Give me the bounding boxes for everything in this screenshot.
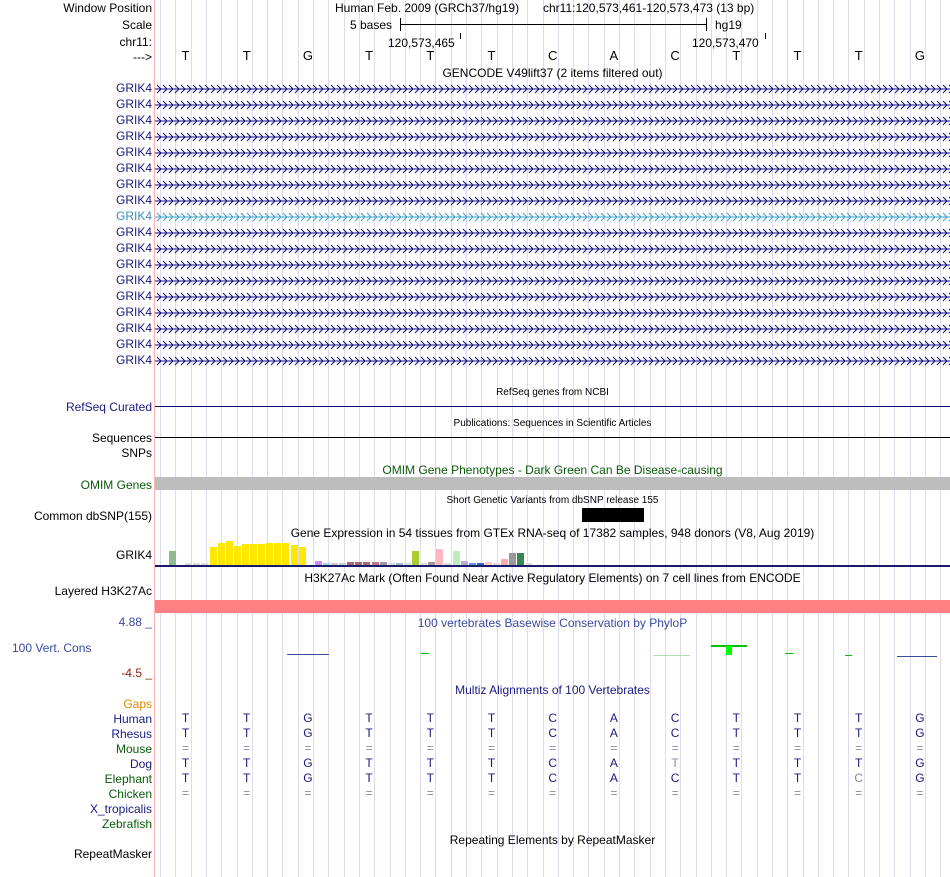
aligned-base: T <box>365 771 373 785</box>
reference-base: T <box>181 48 190 63</box>
gene-row-label[interactable]: GRIK4 <box>115 273 152 287</box>
gtex-tissue-bar[interactable] <box>218 543 225 565</box>
gtex-tissue-bar[interactable] <box>436 549 443 565</box>
transcript-line[interactable] <box>155 275 950 285</box>
gene-row-label[interactable]: GRIK4 <box>115 129 152 143</box>
gaps-label: Gaps <box>123 697 152 711</box>
gene-row-label[interactable]: GRIK4 <box>115 97 152 111</box>
aligned-base: T <box>793 711 802 725</box>
h3k27ac-track-title: H3K27Ac Mark (Often Found Near Active Regulatory Elements) on 7 cell lines from ENCODE <box>304 571 801 585</box>
aligned-base: T <box>365 711 373 725</box>
aligned-base: = <box>793 741 801 755</box>
gtex-tissue-bar[interactable] <box>210 547 217 565</box>
gtex-tissue-bar[interactable] <box>274 543 281 565</box>
aligned-base: T <box>732 756 740 770</box>
transcript-line[interactable] <box>155 355 950 365</box>
gtex-tissue-bar[interactable] <box>453 551 460 565</box>
transcript-line[interactable] <box>155 83 950 93</box>
h3k27ac-track-label[interactable]: Layered H3K27Ac <box>54 584 152 598</box>
dbsnp-track-label[interactable]: Common dbSNP(155) <box>33 509 152 523</box>
aligned-base: = <box>916 741 924 755</box>
gtex-track-label[interactable]: GRIK4 <box>115 548 152 562</box>
aligned-base: = <box>487 786 495 800</box>
gene-row-label[interactable]: GRIK4 <box>115 321 152 335</box>
phylop-score-mark <box>421 653 429 654</box>
aligned-base: = <box>916 786 924 800</box>
sequences-track-label[interactable]: Sequences <box>91 431 152 445</box>
reference-base: G <box>302 48 313 63</box>
scale-bar-label: 5 bases <box>350 18 393 32</box>
aligned-base: T <box>855 711 863 725</box>
refseq-track-title: RefSeq genes from NCBI <box>496 387 609 398</box>
omim-track-label[interactable]: OMIM Genes <box>80 478 152 492</box>
gtex-baseline <box>155 565 950 567</box>
repeatmasker-track-title: Repeating Elements by RepeatMasker <box>449 833 656 847</box>
aligned-base: T <box>855 726 863 740</box>
aligned-base: T <box>793 756 802 770</box>
gtex-tissue-bar[interactable] <box>226 541 233 565</box>
aligned-base: T <box>181 771 190 785</box>
species-label[interactable]: Rhesus <box>111 727 152 741</box>
gtex-tissue-bar[interactable] <box>299 547 306 565</box>
aligned-base: T <box>243 726 251 740</box>
coordinate-tick-2: 120,573,470 <box>692 36 759 50</box>
aligned-base: = <box>243 741 251 755</box>
omim-track-title: OMIM Gene Phenotypes - Dark Green Can Be Disease-causing <box>382 463 723 477</box>
aligned-base: A <box>609 771 618 785</box>
reference-base: T <box>487 48 496 63</box>
aligned-base: = <box>855 786 863 800</box>
aligned-base: C <box>854 771 864 785</box>
aligned-base: G <box>303 756 313 770</box>
reference-base: G <box>914 48 925 63</box>
multiz-track-title: Multiz Alignments of 100 Vertebrates <box>455 683 650 697</box>
aligned-base: = <box>671 741 679 755</box>
aligned-base: A <box>609 711 618 725</box>
gtex-tissue-bar[interactable] <box>517 553 524 565</box>
aligned-base: = <box>855 741 863 755</box>
assembly-name: Human Feb. 2009 (GRCh37/hg19) <box>335 1 520 15</box>
aligned-base: = <box>181 741 189 755</box>
reference-base: C <box>670 48 680 63</box>
gtex-tissue-bar[interactable] <box>412 551 419 565</box>
aligned-base: = <box>181 786 189 800</box>
window-position-label: Window Position <box>63 1 152 15</box>
dbsnp-variant-block[interactable] <box>582 508 644 522</box>
aligned-base: T <box>243 771 251 785</box>
aligned-base: = <box>793 786 801 800</box>
transcript-line[interactable] <box>155 307 950 317</box>
aligned-base: = <box>610 741 618 755</box>
aligned-base: T <box>365 756 373 770</box>
species-label[interactable]: Zebrafish <box>101 817 152 831</box>
aligned-base: G <box>915 756 925 770</box>
gene-row-label[interactable]: GRIK4 <box>115 241 152 255</box>
gene-row-label[interactable]: GRIK4 <box>115 289 152 303</box>
aligned-base: T <box>732 771 740 785</box>
transcript-line[interactable] <box>155 227 950 237</box>
reference-base: T <box>426 48 435 63</box>
aligned-base: T <box>243 756 251 770</box>
gtex-tissue-bar[interactable] <box>509 553 516 565</box>
aligned-base: T <box>181 756 190 770</box>
transcript-line[interactable] <box>155 259 950 269</box>
publications-line[interactable] <box>155 437 950 438</box>
aligned-base: = <box>487 741 495 755</box>
reference-base: A <box>609 48 619 63</box>
gtex-tissue-bar[interactable] <box>169 551 176 565</box>
aligned-base: C <box>670 726 680 740</box>
gene-row-label[interactable]: GRIK4 <box>115 81 152 95</box>
aligned-base: T <box>426 711 434 725</box>
species-label[interactable]: Mouse <box>115 742 152 756</box>
aligned-base: T <box>732 711 740 725</box>
transcript-line[interactable] <box>155 195 950 205</box>
transcript-line[interactable] <box>155 291 950 301</box>
h3k27ac-signal[interactable] <box>155 600 950 613</box>
aligned-base: T <box>426 756 434 770</box>
aligned-base: = <box>732 786 740 800</box>
aligned-base: = <box>426 741 434 755</box>
conservation-max-label: 4.88 _ <box>118 615 152 629</box>
aligned-base: = <box>304 741 312 755</box>
transcript-line[interactable] <box>155 131 950 141</box>
gene-row-label[interactable]: GRIK4 <box>115 337 152 351</box>
aligned-base: = <box>549 786 557 800</box>
aligned-base: G <box>303 771 313 785</box>
gtex-tissue-bar[interactable] <box>291 545 298 565</box>
aligned-base: = <box>610 786 618 800</box>
aligned-base: = <box>243 786 251 800</box>
track-label-panel <box>0 0 154 877</box>
gene-row-label[interactable]: GRIK4 <box>115 177 152 191</box>
db-label: hg19 <box>715 18 742 32</box>
gene-row-label[interactable]: GRIK4 <box>115 209 152 223</box>
aligned-base: T <box>487 771 496 785</box>
gene-row-label[interactable]: GRIK4 <box>115 257 152 271</box>
aligned-base: A <box>609 756 618 770</box>
track-image[interactable] <box>155 0 950 877</box>
strand-label: ---> <box>133 50 152 64</box>
aligned-base: T <box>671 756 679 770</box>
transcript-line[interactable] <box>155 323 950 333</box>
gtex-tissue-bar[interactable] <box>234 546 241 565</box>
gtex-track-title: Gene Expression in 54 tissues from GTEx RNA-seq of 17382 samples, 948 donors (V8, Aug 2019) <box>290 526 815 540</box>
phylop-score-mark <box>287 654 329 655</box>
refseq-track-label[interactable]: RefSeq Curated <box>65 400 152 414</box>
species-label[interactable]: Human <box>113 712 152 726</box>
chromosome-label: chr11: <box>119 35 152 49</box>
gtex-tissue-bar[interactable] <box>250 544 257 565</box>
species-label[interactable]: Elephant <box>104 772 152 786</box>
aligned-base: T <box>487 756 496 770</box>
publications-track-title: Publications: Sequences in Scientific Articles <box>453 418 652 429</box>
aligned-base: T <box>426 726 434 740</box>
snps-track-label[interactable]: SNPs <box>121 446 152 460</box>
omim-gene-bar[interactable] <box>155 477 950 490</box>
transcript-line[interactable] <box>155 179 950 189</box>
gene-row-label[interactable]: GRIK4 <box>115 353 152 367</box>
scale-bar <box>400 18 707 31</box>
phylop-track-title: 100 vertebrates Basewise Conservation by PhyloP <box>417 616 688 630</box>
gene-row-label[interactable]: GRIK4 <box>115 113 152 127</box>
position-range: chr11:120,573,461-120,573,473 (13 bp) <box>543 1 755 15</box>
species-label[interactable]: X_tropicalis <box>89 802 152 816</box>
gtex-expression-bars[interactable] <box>155 540 950 565</box>
aligned-base: T <box>793 771 802 785</box>
aligned-base: = <box>304 786 312 800</box>
aligned-base: C <box>548 726 558 740</box>
coordinate-tick-1: 120,573,465 <box>388 36 455 50</box>
gene-row-label[interactable]: GRIK4 <box>115 225 152 239</box>
aligned-base: G <box>915 711 925 725</box>
transcript-line[interactable] <box>155 163 950 173</box>
dbsnp-track-title: Short Genetic Variants from dbSNP release 155 <box>446 495 659 506</box>
reference-base: C <box>547 48 558 63</box>
phylop-score-mark <box>845 655 852 656</box>
aligned-base: G <box>915 726 925 740</box>
gencode-track-title: GENCODE V49lift37 (2 items filtered out) <box>442 66 663 80</box>
aligned-base: T <box>793 726 802 740</box>
transcript-line[interactable] <box>155 211 950 221</box>
aligned-base: T <box>181 726 190 740</box>
reference-base: T <box>242 48 251 63</box>
reference-base: T <box>365 48 374 63</box>
tick-mark-2 <box>765 33 766 39</box>
phylop-score-mark <box>785 653 793 654</box>
aligned-base: T <box>426 771 434 785</box>
aligned-base: G <box>915 771 925 785</box>
gene-row-label[interactable]: GRIK4 <box>115 145 152 159</box>
gtex-tissue-bar[interactable] <box>242 544 249 565</box>
aligned-base: T <box>487 711 496 725</box>
aligned-base: = <box>426 786 434 800</box>
aligned-base: = <box>365 741 373 755</box>
species-label[interactable]: Dog <box>129 757 152 771</box>
aligned-base: C <box>548 771 558 785</box>
aligned-base: C <box>670 771 680 785</box>
aligned-base: C <box>670 711 680 725</box>
transcript-line[interactable] <box>155 115 950 125</box>
gene-row-label[interactable]: GRIK4 <box>115 305 152 319</box>
aligned-base: = <box>671 786 679 800</box>
transcript-line[interactable] <box>155 147 950 157</box>
aligned-base: T <box>487 726 496 740</box>
tick-mark-1 <box>460 33 461 39</box>
aligned-base: T <box>365 726 373 740</box>
phylop-score-mark <box>897 656 937 657</box>
reference-base: T <box>793 48 802 63</box>
reference-base: T <box>854 48 863 63</box>
aligned-base: A <box>609 726 618 740</box>
aligned-base: C <box>548 711 558 725</box>
aligned-base: T <box>855 756 863 770</box>
transcript-line[interactable] <box>155 339 950 349</box>
phylop-score-mark <box>653 655 690 656</box>
transcript-line[interactable] <box>155 99 950 109</box>
conservation-track-label[interactable]: 100 Vert. Cons <box>12 641 92 655</box>
conservation-min-label: -4.5 _ <box>121 666 152 680</box>
gtex-tissue-bar[interactable] <box>282 543 289 565</box>
aligned-base: G <box>303 711 313 725</box>
aligned-base: G <box>303 726 313 740</box>
aligned-base: T <box>181 711 190 725</box>
aligned-base: C <box>548 756 558 770</box>
aligned-base: = <box>732 741 740 755</box>
gtex-tissue-bar[interactable] <box>266 543 273 565</box>
aligned-base: T <box>732 726 740 740</box>
aligned-base: = <box>549 741 557 755</box>
phylop-score-mark <box>726 646 732 655</box>
transcript-line[interactable] <box>155 243 950 253</box>
reference-base: T <box>732 48 741 63</box>
refseq-gene-line[interactable] <box>155 406 950 407</box>
aligned-base: T <box>243 711 251 725</box>
gene-row-label[interactable]: GRIK4 <box>115 161 152 175</box>
gene-row-label[interactable]: GRIK4 <box>115 193 152 207</box>
species-label[interactable]: Chicken <box>108 787 152 801</box>
scale-label: Scale <box>121 18 152 32</box>
repeatmasker-track-label[interactable]: RepeatMasker <box>73 847 152 861</box>
aligned-base: = <box>365 786 373 800</box>
gtex-tissue-bar[interactable] <box>258 544 265 565</box>
